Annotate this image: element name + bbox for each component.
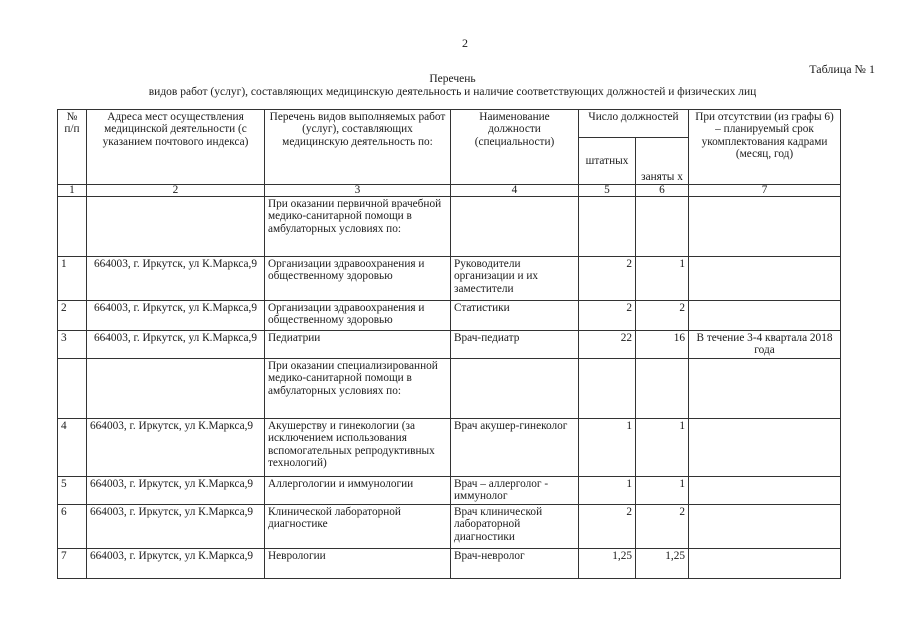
row-staff: 2 xyxy=(579,257,636,301)
header-num: № п/п xyxy=(58,110,87,185)
row-occupied: 1,25 xyxy=(636,549,689,579)
row-plan xyxy=(689,477,841,505)
row-num: 1 xyxy=(58,257,87,301)
row-occupied: 1 xyxy=(636,419,689,477)
row-address: 664003, г. Иркутск, ул К.Маркса,9 xyxy=(87,257,265,301)
column-number: 4 xyxy=(451,185,579,197)
row-work: Организации здравоохранения и общественному здоровью xyxy=(265,301,451,331)
table-row xyxy=(58,419,841,477)
row-plan xyxy=(689,549,841,579)
row-address: 664003, г. Иркутск, ул К.Маркса,9 xyxy=(87,505,265,549)
row-occupied: 2 xyxy=(636,505,689,549)
row-work: Неврологии xyxy=(265,549,451,579)
section-title: При оказании первичной врачебной медико-санитарной помощи в амбулаторных условиях по: xyxy=(265,197,451,257)
header-occupied: заняты х xyxy=(636,138,689,185)
row-position: Врач-педиатр xyxy=(451,331,579,359)
row-position: Врач-невролог xyxy=(451,549,579,579)
row-work: Клинической лабораторной диагностике xyxy=(265,505,451,549)
header-address: Адреса мест осуществления медицинской деятельности (с указанием почтового индекса) xyxy=(87,110,265,185)
row-work: Аллергологии и иммунологии xyxy=(265,477,451,505)
table-row xyxy=(58,257,841,301)
column-number: 5 xyxy=(579,185,636,197)
row-address: 664003, г. Иркутск, ул К.Маркса,9 xyxy=(87,549,265,579)
row-num: 6 xyxy=(58,505,87,549)
row-position: Врач акушер-гинеколог xyxy=(451,419,579,477)
document-heading xyxy=(0,73,905,99)
table-row xyxy=(58,549,841,579)
section-row xyxy=(58,197,841,257)
header-staff: штатных xyxy=(579,138,636,185)
row-staff: 1 xyxy=(579,419,636,477)
row-plan: В течение 3-4 квартала 2018 года xyxy=(689,331,841,359)
row-occupied: 1 xyxy=(636,257,689,301)
column-number: 3 xyxy=(265,185,451,197)
row-num: 4 xyxy=(58,419,87,477)
row-occupied: 1 xyxy=(636,477,689,505)
row-staff: 22 xyxy=(579,331,636,359)
row-plan xyxy=(689,505,841,549)
row-position: Статистики xyxy=(451,301,579,331)
heading-subtitle: видов работ (услуг), составляющих медицинскую деятельность и наличие соответствующих должностей и физических лиц xyxy=(148,86,757,98)
row-num: 7 xyxy=(58,549,87,579)
column-number: 6 xyxy=(636,185,689,197)
row-address: 664003, г. Иркутск, ул К.Маркса,9 xyxy=(87,477,265,505)
row-position: Врач клинической лабораторной диагностики xyxy=(451,505,579,549)
heading-title: Перечень xyxy=(429,73,476,85)
row-address: 664003, г. Иркутск, ул К.Маркса,9 xyxy=(87,331,265,359)
column-number: 2 xyxy=(87,185,265,197)
row-num: 5 xyxy=(58,477,87,505)
row-num: 3 xyxy=(58,331,87,359)
table-row xyxy=(58,477,841,505)
row-num: 2 xyxy=(58,301,87,331)
section-row xyxy=(58,359,841,419)
column-number: 1 xyxy=(58,185,87,197)
row-staff: 2 xyxy=(579,505,636,549)
row-occupied: 2 xyxy=(636,301,689,331)
row-position: Врач – аллерголог - иммунолог xyxy=(451,477,579,505)
header-count: Число должностей xyxy=(579,110,689,138)
row-plan xyxy=(689,301,841,331)
row-plan xyxy=(689,257,841,301)
table-row xyxy=(58,331,841,359)
header-works: Перечень видов выполняемых работ (услуг), составляющих медицинскую деятельность по: xyxy=(265,110,451,185)
header-plan: При отсутствии (из графы 6) – планируемый срок укомплектования кадрами (месяц, год) xyxy=(689,110,841,185)
column-number-row xyxy=(58,185,841,197)
table-row xyxy=(58,505,841,549)
row-address: 664003, г. Иркутск, ул К.Маркса,9 xyxy=(87,419,265,477)
header-position: Наименование должности (специальности) xyxy=(451,110,579,185)
page-number: 2 xyxy=(462,36,468,50)
row-occupied: 16 xyxy=(636,331,689,359)
works-table xyxy=(57,109,841,579)
section-title: При оказании специализированной медико-санитарной помощи в амбулаторных условиях по: xyxy=(265,359,451,419)
row-work: Педиатрии xyxy=(265,331,451,359)
row-staff: 1 xyxy=(579,477,636,505)
row-position: Руководители организации и их заместители xyxy=(451,257,579,301)
table-label: Таблица № 1 xyxy=(809,62,875,76)
header-row xyxy=(58,110,841,138)
row-work: Акушерству и гинекологии (за исключением использования вспомогательных репродуктивных технологий) xyxy=(265,419,451,477)
table-row xyxy=(58,301,841,331)
row-work: Организации здравоохранения и общественному здоровью xyxy=(265,257,451,301)
row-plan xyxy=(689,419,841,477)
row-address: 664003, г. Иркутск, ул К.Маркса,9 xyxy=(87,301,265,331)
column-number: 7 xyxy=(689,185,841,197)
row-staff: 2 xyxy=(579,301,636,331)
row-staff: 1,25 xyxy=(579,549,636,579)
